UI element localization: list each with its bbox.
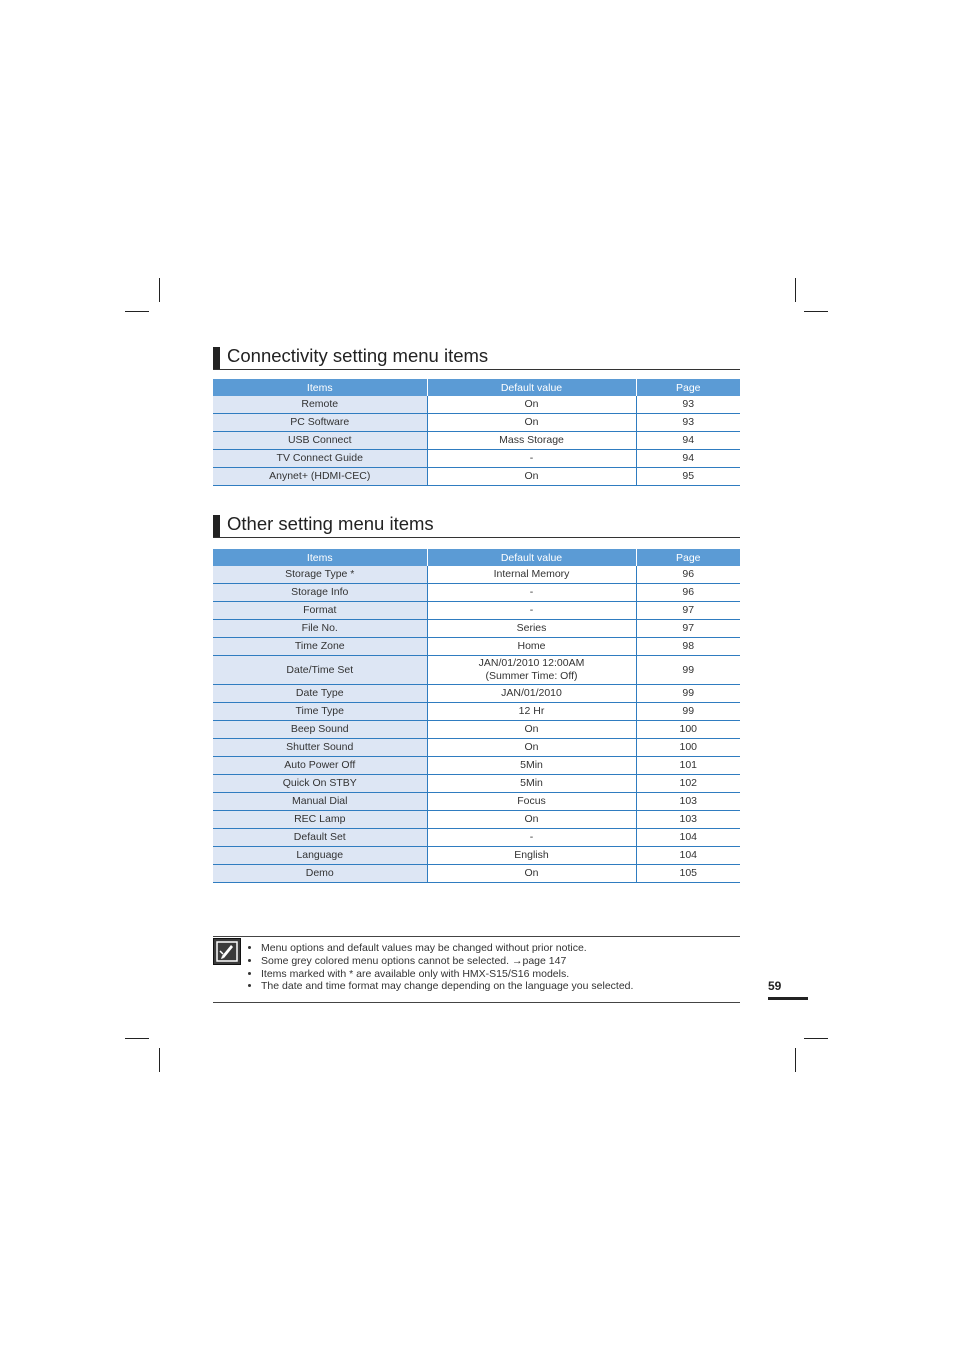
crop-mark bbox=[804, 1038, 828, 1039]
default-cell: Internal Memory bbox=[427, 566, 636, 584]
connectivity-section-heading bbox=[213, 347, 740, 370]
column-header-items: Items bbox=[213, 549, 427, 566]
item-cell: Remote bbox=[213, 396, 427, 414]
table-row bbox=[213, 432, 740, 450]
page-cell: 104 bbox=[636, 829, 740, 847]
note-item: • Menu options and default values may be changed without prior notice. bbox=[261, 942, 633, 955]
item-cell: USB Connect bbox=[213, 432, 427, 450]
item-cell: Format bbox=[213, 602, 427, 620]
item-cell: Time Zone bbox=[213, 638, 427, 656]
table-row bbox=[213, 775, 740, 793]
item-cell: Date/Time Set bbox=[213, 656, 427, 685]
default-cell: On bbox=[427, 414, 636, 432]
note-item: • The date and time format may change depending on the language you selected. bbox=[261, 980, 633, 993]
table-row bbox=[213, 739, 740, 757]
page-cell: 100 bbox=[636, 739, 740, 757]
default-cell: Series bbox=[427, 620, 636, 638]
page-cell: 95 bbox=[636, 468, 740, 486]
default-cell: 12 Hr bbox=[427, 703, 636, 721]
item-cell: Auto Power Off bbox=[213, 757, 427, 775]
page-cell: 103 bbox=[636, 793, 740, 811]
crop-mark bbox=[795, 1048, 796, 1072]
item-cell: REC Lamp bbox=[213, 811, 427, 829]
page-cell: 94 bbox=[636, 450, 740, 468]
table-row bbox=[213, 638, 740, 656]
crop-mark bbox=[795, 278, 796, 302]
table-row bbox=[213, 847, 740, 865]
note-item: • Items marked with * are available only with HMX-S15/S16 models. bbox=[261, 968, 633, 981]
page-cell: 103 bbox=[636, 811, 740, 829]
other-section-title: Other setting menu items bbox=[227, 513, 434, 534]
table-row bbox=[213, 656, 740, 685]
item-cell: Beep Sound bbox=[213, 721, 427, 739]
connectivity-section-title: Connectivity setting menu items bbox=[227, 345, 489, 366]
default-cell: Home bbox=[427, 638, 636, 656]
item-cell: Quick On STBY bbox=[213, 775, 427, 793]
table-header-row bbox=[213, 549, 740, 566]
column-header-default: Default value bbox=[427, 549, 636, 566]
table-row bbox=[213, 721, 740, 739]
default-cell: On bbox=[427, 468, 636, 486]
item-cell: Shutter Sound bbox=[213, 739, 427, 757]
table-row bbox=[213, 566, 740, 584]
note-item: • Some grey colored menu options cannot be selected. →page 147 bbox=[261, 955, 633, 968]
default-cell: JAN/01/2010 bbox=[427, 685, 636, 703]
crop-mark bbox=[159, 1048, 160, 1072]
default-cell: - bbox=[427, 450, 636, 468]
item-cell: Storage Type * bbox=[213, 566, 427, 584]
page-number-rule bbox=[768, 997, 808, 1000]
table-row bbox=[213, 793, 740, 811]
other-section-heading bbox=[213, 515, 740, 538]
crop-mark bbox=[125, 311, 149, 312]
table-row bbox=[213, 703, 740, 721]
default-cell: 5Min bbox=[427, 757, 636, 775]
table-row bbox=[213, 414, 740, 432]
page-cell: 96 bbox=[636, 566, 740, 584]
page-cell: 99 bbox=[636, 685, 740, 703]
crop-mark bbox=[159, 278, 160, 302]
item-cell: Storage Info bbox=[213, 584, 427, 602]
notes-list bbox=[249, 942, 633, 993]
page-cell: 99 bbox=[636, 703, 740, 721]
other-table bbox=[213, 549, 740, 883]
item-cell: Manual Dial bbox=[213, 793, 427, 811]
default-cell: On bbox=[427, 721, 636, 739]
default-cell: - bbox=[427, 584, 636, 602]
item-cell: Date Type bbox=[213, 685, 427, 703]
default-cell: On bbox=[427, 739, 636, 757]
table-row bbox=[213, 450, 740, 468]
default-cell: English bbox=[427, 847, 636, 865]
page-cell: 99 bbox=[636, 656, 740, 685]
table-row bbox=[213, 829, 740, 847]
page-cell: 100 bbox=[636, 721, 740, 739]
page-cell: 97 bbox=[636, 620, 740, 638]
default-cell: Mass Storage bbox=[427, 432, 636, 450]
item-cell: TV Connect Guide bbox=[213, 450, 427, 468]
default-line-2: (Summer Time: Off) bbox=[485, 670, 578, 682]
page-cell: 97 bbox=[636, 602, 740, 620]
table-row bbox=[213, 865, 740, 883]
page-cell: 93 bbox=[636, 414, 740, 432]
default-cell: - bbox=[427, 829, 636, 847]
default-cell: - bbox=[427, 602, 636, 620]
item-cell: File No. bbox=[213, 620, 427, 638]
table-header-row bbox=[213, 379, 740, 396]
crop-mark bbox=[804, 311, 828, 312]
note-pencil-icon bbox=[213, 938, 241, 965]
item-cell: PC Software bbox=[213, 414, 427, 432]
page-cell: 98 bbox=[636, 638, 740, 656]
default-cell: On bbox=[427, 865, 636, 883]
table-row bbox=[213, 620, 740, 638]
column-header-items: Items bbox=[213, 379, 427, 396]
table-row bbox=[213, 757, 740, 775]
column-header-default: Default value bbox=[427, 379, 636, 396]
table-row bbox=[213, 396, 740, 414]
column-header-page: Page bbox=[636, 379, 740, 396]
page-cell: 102 bbox=[636, 775, 740, 793]
default-cell: On bbox=[427, 396, 636, 414]
table-row bbox=[213, 584, 740, 602]
crop-mark bbox=[125, 1038, 149, 1039]
table-row bbox=[213, 468, 740, 486]
page-cell: 105 bbox=[636, 865, 740, 883]
item-cell: Language bbox=[213, 847, 427, 865]
default-cell bbox=[427, 656, 636, 685]
heading-bar bbox=[213, 347, 220, 369]
page-cell: 94 bbox=[636, 432, 740, 450]
default-cell: Focus bbox=[427, 793, 636, 811]
page-cell: 101 bbox=[636, 757, 740, 775]
default-cell: 5Min bbox=[427, 775, 636, 793]
table-row bbox=[213, 602, 740, 620]
page-cell: 104 bbox=[636, 847, 740, 865]
column-header-page: Page bbox=[636, 549, 740, 566]
page-number: 59 bbox=[768, 979, 782, 993]
item-cell: Time Type bbox=[213, 703, 427, 721]
item-cell: Demo bbox=[213, 865, 427, 883]
default-line-1: JAN/01/2010 12:00AM bbox=[478, 657, 585, 669]
item-cell: Anynet+ (HDMI-CEC) bbox=[213, 468, 427, 486]
table-row bbox=[213, 685, 740, 703]
notes-box bbox=[213, 936, 740, 1003]
page-cell: 96 bbox=[636, 584, 740, 602]
connectivity-table bbox=[213, 379, 740, 486]
default-cell: On bbox=[427, 811, 636, 829]
heading-bar bbox=[213, 515, 220, 537]
item-cell: Default Set bbox=[213, 829, 427, 847]
page-cell: 93 bbox=[636, 396, 740, 414]
table-row bbox=[213, 811, 740, 829]
